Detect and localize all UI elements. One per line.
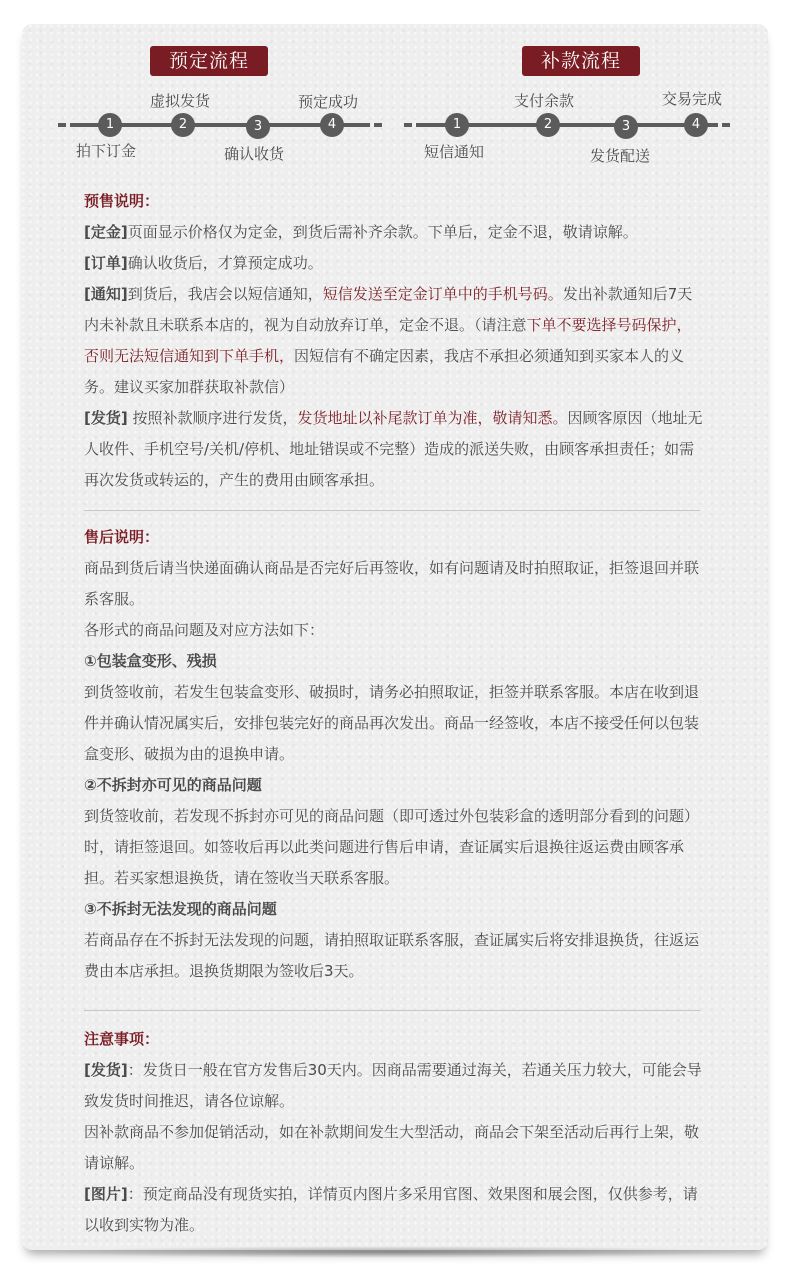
balance-step-2-node: 2 xyxy=(536,113,560,137)
notes-promo-paragraph: 因补款商品不参加促销活动，如在补款期间发生大型活动，商品会下架至活动后再行上架，敬请谅解。 xyxy=(84,1123,700,1172)
section-divider xyxy=(84,1010,700,1011)
aftersale-item-1-title: ①包装盒变形、残损 xyxy=(84,652,217,670)
notify-highlight-2: 下单不要选择号码保护，否则无法短信通知到下单手机， xyxy=(84,316,692,365)
preorder-step-1-label: 拍下订金 xyxy=(76,142,137,160)
preorder-flow-title: 预定流程 xyxy=(150,46,268,76)
card-shadow xyxy=(40,1246,750,1258)
flow-dash xyxy=(404,123,412,127)
notify-text-3: 因短信有不确定因素，我店不承担必须通知到买家本人的义务。建议买家加群获取补款信） xyxy=(84,347,685,396)
flow-dash xyxy=(722,123,730,127)
balance-step-1-node: 1 xyxy=(445,113,469,137)
preorder-step-4-node: 4 xyxy=(320,113,344,137)
ship-text-2: 因顾客原因（地址无人收件、手机空号/关机/停机、地址错误或不完整）造成的派送失败，由顾客承担责任；如需再次发货或转运的，产生的费用由顾客承担。 xyxy=(84,409,703,489)
balance-step-3-label: 发货配送 xyxy=(590,147,651,165)
aftersale-section xyxy=(84,522,704,987)
notes-ship-tag: [发货] xyxy=(84,1061,128,1079)
notify-text-2: 发出补款通知后7天内未补款且未联系本店的，视为自动放弃订单，定金不退。（请注意 xyxy=(84,285,693,334)
preorder-step-1-node: 1 xyxy=(98,113,122,137)
preorder-step-4-label: 预定成功 xyxy=(298,93,359,111)
order-text: 确认收货后，才算预定成功。 xyxy=(127,254,323,272)
flow-dash xyxy=(58,123,66,127)
aftersale-heading: 售后说明： xyxy=(84,528,160,546)
ship-tag: [发货] xyxy=(84,409,128,427)
notes-section xyxy=(84,1024,704,1241)
flow-dash xyxy=(374,123,382,127)
balance-step-1-label: 短信通知 xyxy=(424,143,485,161)
notify-paragraph xyxy=(84,279,704,403)
preorder-step-2-node: 2 xyxy=(171,113,195,137)
presale-section xyxy=(84,186,704,496)
notes-ship-text: ：发货日一般在官方发售后30天内。因商品需要通过海关，若通关压力较大，可能会导致发货时间推迟，请各位谅解。 xyxy=(84,1061,702,1110)
aftersale-item-1-text: 到货签收前，若发生包装盒变形、破损时，请务必拍照取证，拒签并联系客服。本店在收到退件并确认情况属实后，安排包装完好的商品再次发出。商品一经签收，本店不接受任何以包装盒变形、破损为由的退换申请。 xyxy=(84,683,700,763)
notify-text-1: 到货后，我店会以短信通知， xyxy=(127,285,323,303)
notes-ship-paragraph xyxy=(84,1055,704,1117)
section-divider xyxy=(84,510,700,511)
notes-pic-paragraph xyxy=(84,1179,704,1241)
balance-flow-title: 补款流程 xyxy=(522,46,640,76)
order-paragraph xyxy=(84,248,704,279)
deposit-paragraph xyxy=(84,217,704,248)
aftersale-intro: 商品到货后请当快递面确认商品是否完好后再签收，如有问题请及时拍照取证，拒签退回并联系客服。 xyxy=(84,559,700,608)
deposit-tag: [定金] xyxy=(84,223,128,241)
ship-text-1: 按照补款顺序进行发货， xyxy=(127,409,298,427)
preorder-step-2-label: 虚拟发货 xyxy=(150,92,211,110)
aftersale-item-3-title: ③不拆封无法发现的商品问题 xyxy=(84,900,277,918)
notify-tag: [通知] xyxy=(84,285,128,303)
notes-heading: 注意事项： xyxy=(84,1030,160,1048)
balance-step-2-label: 支付余款 xyxy=(514,92,575,110)
balance-step-3-node: 3 xyxy=(614,115,638,139)
preorder-step-3-label: 确认收货 xyxy=(224,145,285,163)
notify-highlight-1: 短信发送至定金订单中的手机号码。 xyxy=(322,285,563,303)
aftersale-methods-intro: 各形式的商品问题及对应方法如下： xyxy=(84,621,325,639)
aftersale-item-2-text: 到货签收前，若发现不拆封亦可见的商品问题（即可透过外包装彩盒的透明部分看到的问题）时，请拒签退回。如签收后再以此类问题进行售后申请，查证属实后退换往返运费由顾客承担。若买家想退换货，请在签收当天联系客服。 xyxy=(84,807,700,887)
aftersale-item-3-text: 若商品存在不拆封无法发现的问题，请拍照取证联系客服，查证属实后将安排退换货，往返运费由本店承担。退换货期限为签收后3天。 xyxy=(84,931,700,980)
aftersale-item-2-title: ②不拆封亦可见的商品问题 xyxy=(84,776,262,794)
notes-pic-tag: [图片] xyxy=(84,1185,128,1203)
deposit-text: 页面显示价格仅为定金，到货后需补齐余款。下单后，定金不退，敬请谅解。 xyxy=(127,223,638,241)
notes-pic-text: ：预定商品没有现货实拍，详情页内图片多采用官图、效果图和展会图，仅供参考，请以收到实物为准。 xyxy=(84,1185,698,1234)
order-tag: [订单] xyxy=(84,254,128,272)
presale-heading: 预售说明： xyxy=(84,192,160,210)
ship-paragraph xyxy=(84,403,704,496)
balance-step-4-node: 4 xyxy=(684,113,708,137)
balance-step-4-label: 交易完成 xyxy=(662,90,723,108)
preorder-step-3-node: 3 xyxy=(246,115,270,139)
ship-highlight: 发货地址以补尾款订单为准，敬请知悉。 xyxy=(297,409,568,427)
